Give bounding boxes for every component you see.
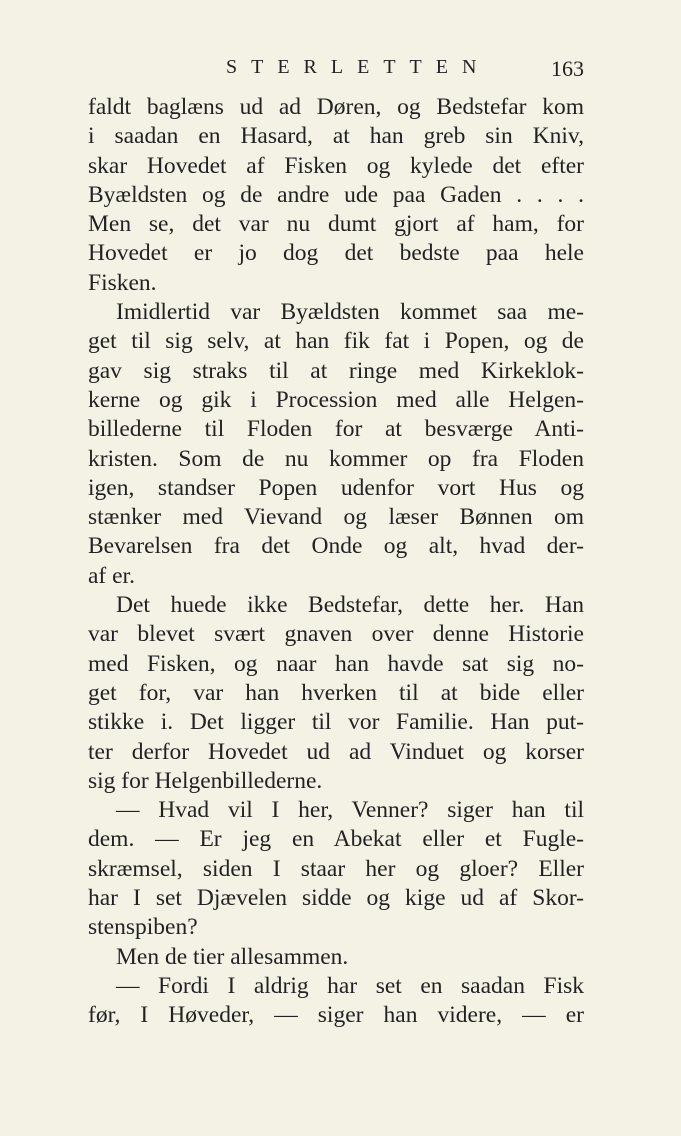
- text-line: skar Hovedet af Fisken og kylede det efter: [88, 152, 584, 179]
- text-line: Men se, det var nu dumt gjort af ham, for: [88, 211, 584, 238]
- text-line: stikke i. Det ligger til vor Familie. Han put-: [88, 709, 584, 736]
- text-line: Men de tier allesammen.: [116, 943, 349, 970]
- text-line: i saadan en Hasard, at han greb sin Kniv,: [88, 123, 584, 150]
- text-line: stenspiben?: [88, 914, 198, 941]
- page-number: 163: [551, 56, 584, 81]
- text-line: før, I Høveder, — siger han videre, — er: [88, 1002, 584, 1029]
- text-line: sig for Helgenbillederne.: [88, 767, 323, 794]
- text-line: dem. — Er jeg en Abekat eller et Fugle-: [88, 826, 584, 853]
- text-line: kristen. Som de nu kommer op fra Floden: [88, 445, 584, 472]
- page-header: [88, 56, 584, 86]
- text-line: med Fisken, og naar han havde sat sig no-: [88, 650, 584, 677]
- text-line: af er.: [88, 562, 135, 589]
- text-line: har I set Djævelen sidde og kige ud af Skor-: [88, 885, 584, 912]
- running-title: STERLETTEN: [226, 56, 491, 78]
- text-line: — Hvad vil I her, Venner? siger han til: [116, 797, 584, 824]
- text-line: ter derfor Hovedet ud ad Vinduet og korser: [88, 738, 584, 765]
- text-line: Fisken.: [88, 269, 157, 296]
- text-line: — Fordi I aldrig har set en saadan Fisk: [116, 972, 584, 999]
- text-line: get for, var han hverken til at bide eller: [88, 679, 584, 706]
- text-line: kerne og gik i Procession med alle Helgen-: [88, 386, 584, 413]
- body-text: [88, 93, 584, 1031]
- text-line: get til sig selv, at han fik fat i Popen, og de: [88, 328, 584, 355]
- text-line: Byældsten og de andre ude paa Gaden . . . .: [88, 181, 584, 208]
- text-line: Hovedet er jo dog det bedste paa hele: [88, 240, 584, 267]
- text-line: stænker med Vievand og læser Bønnen om: [88, 504, 584, 531]
- text-line: skræmsel, siden I staar her og gloer? Eller: [88, 855, 584, 882]
- text-line: gav sig straks til at ringe med Kirkeklok-: [88, 357, 584, 384]
- text-line: igen, standser Popen udenfor vort Hus og: [88, 474, 584, 501]
- text-line: billederne til Floden for at besværge Anti-: [88, 416, 584, 443]
- text-line: Bevarelsen fra det Onde og alt, hvad der-: [88, 533, 584, 560]
- text-line: faldt baglæns ud ad Døren, og Bedstefar kom: [88, 94, 584, 120]
- text-line: Imidlertid var Byældsten kommet saa me-: [116, 299, 584, 326]
- text-line: var blevet svært gnaven over denne Historie: [88, 621, 584, 648]
- text-line: Det huede ikke Bedstefar, dette her. Han: [116, 592, 584, 619]
